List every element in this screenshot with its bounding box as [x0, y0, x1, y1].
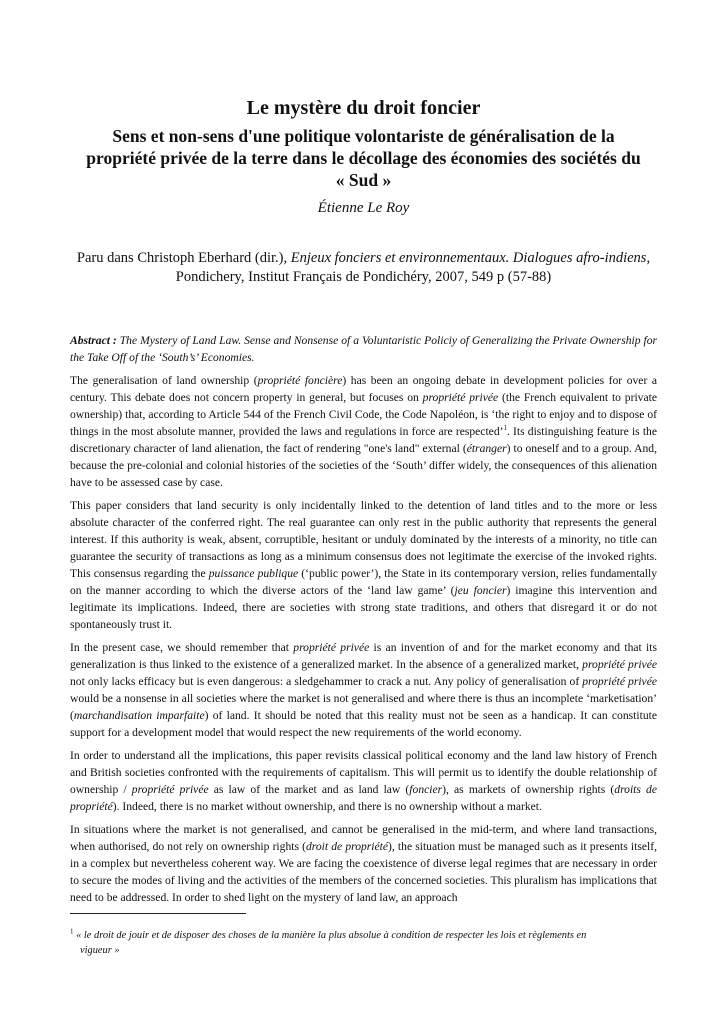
italic-term: propriété privée — [582, 658, 657, 671]
document-body — [70, 332, 657, 912]
italic-term: propriété privée — [293, 641, 370, 654]
text-run: The generalisation of land ownership ( — [70, 374, 258, 387]
abstract-label: Abstract : — [70, 334, 117, 347]
document-subtitle — [70, 125, 657, 191]
text-run: is an invention of and for the market economy and that its generalization is thus linked to the existence of a generalized market. In the absence of a generalized market, — [70, 641, 657, 671]
citation-book-title: Enjeux fonciers et environnementaux. Dialogues afro-indiens — [290, 250, 647, 266]
italic-term: droit de propriété — [305, 840, 389, 853]
footnote-reference[interactable]: 1 — [503, 424, 507, 433]
text-run: ). Indeed, there is no market without ownership, and there is no ownership without a market. — [112, 800, 542, 813]
text-run: This paper considers that land security is only incidentally linked to the detention of land titles and to the more or less absolute character of the conferred right. The real guarantee can only rest in the public authority that represents the general interest. If this authority is weak, absent, corruptible, hesitant or unduly dominated by the interests of a minority, no title can guarantee the security of transactions as long as a minimum consensus does not legitimate the exercise of the invoked rights. This consensus regarding the — [70, 499, 657, 580]
text-run: (‘public power’), the State in its contemporary version, relies fundamentally on the manner according to which the diverse actors of the ‘land law game’ ( — [70, 567, 657, 597]
text-run: In order to understand all the implications, this paper revisits classical political economy and the land law history of French and British societies confronted with the requirements of capitalism. This will permit us to identify the double relationship of ownership / — [70, 749, 657, 796]
footnote-text-continued: vigueur » — [80, 945, 120, 956]
italic-term: foncier — [409, 783, 443, 796]
italic-term: étranger — [466, 442, 507, 455]
text-run: ), the situation must be managed such as it presents itself, in a complex but nevertheless coherent way. We are facing the coexistence of diverse legal regimes that are necessary in order to secure the modes of living and the activities of the members of the concerned societies. This pluralism has implications that need to be addressed. In order to shed light on the mystery of land law, an approach — [70, 840, 657, 904]
publication-citation — [70, 249, 657, 287]
citation-suffix: , Pondichery, Institut Français de Pondichéry, 2007, 549 p (57-88) — [175, 250, 651, 285]
italic-term: propriété privée — [131, 783, 209, 796]
document-title: Le mystère du droit foncier — [246, 97, 481, 119]
italic-term: marchandisation imparfaite — [73, 709, 205, 722]
citation-prefix: Paru dans Christoph Eberhard (dir.), — [76, 250, 291, 266]
footnote — [70, 928, 657, 958]
body-paragraph — [70, 821, 657, 906]
text-run: ) has been an ongoing debate in development policies for over a century. This debate does not concern property in general, but focuses on — [70, 374, 658, 404]
subtitle-line: Sens et non-sens d'une politique volontariste de généralisation de la — [112, 126, 615, 146]
body-paragraph — [70, 497, 657, 633]
text-run: . Its distinguishing feature is the discretionary character of land alienation, the fact of rendering "one's land" external ( — [70, 425, 657, 455]
italic-term: droits de propriété — [70, 783, 657, 813]
body-paragraph — [70, 639, 657, 741]
text-run: In situations where the market is not generalised, and cannot be generalised in the mid-term, and where land transactions, when authorised, do not rely on ownership rights ( — [70, 823, 657, 853]
text-run: ) imagine this intervention and legitimate its implications. Indeed, there are societies with strong state traditions, and others that disregard it or do not spontaneously trust it. — [70, 584, 657, 631]
footnote-divider — [70, 913, 246, 914]
text-run: not only lacks efficacy but is even dangerous: a sledgehammer to crack a nut. Any policy of generalisation of — [70, 675, 583, 688]
body-paragraph — [70, 372, 657, 491]
body-paragraph — [70, 747, 657, 815]
text-run: ), as markets of ownership rights ( — [442, 783, 615, 796]
subtitle-line: « Sud » — [335, 170, 392, 190]
text-run: as law of the market and as land law ( — [208, 783, 410, 796]
abstract-paragraph — [70, 332, 657, 366]
author-name: Étienne Le Roy — [317, 200, 410, 216]
italic-term: jeu foncier — [454, 584, 507, 597]
text-run: In the present case, we should remember that — [70, 641, 294, 654]
abstract-text: The Mystery of Land Law. Sense and Nonsense of a Voluntaristic Policiy of Generalizing the Private Ownership for the Take Off of the ‘South’s’ Economies. — [70, 334, 658, 364]
footnote-number: 1 — [70, 927, 74, 936]
subtitle-line: propriété privée de la terre dans le décollage des économies des sociétés du — [86, 148, 641, 168]
footnote-text: « le droit de jouir et de disposer des choses de la manière la plus absolue à condition de respecter les lois et règlements en — [76, 930, 587, 941]
text-run: would be a nonsense in all societies where the market is not generalised and where there is thus an incomplete ‘marketisation’ ( — [70, 692, 657, 722]
italic-term: propriété privée — [422, 391, 499, 404]
text-run: (the French equivalent to private ownership) that, according to Article 544 of the French Civil Code, the Code Napoléon, is ‘the right to enjoy and to dispose of things in the most absolute manner, provided the laws and regulations in force are respected’ — [70, 391, 657, 438]
text-run: ) to oneself and to a group. And, because the pre-colonial and colonial histories of the societies of the ‘South’ differ widely, the consequences of this alienation have to be assessed case by case. — [70, 442, 657, 489]
italic-term: propriété foncière — [257, 374, 343, 387]
italic-term: puissance publique — [208, 567, 299, 580]
text-run: ) of land. It should be noted that this reality must not be seen as a handicap. It can constitute support for a development model that would respect the new requirements of the world economy. — [70, 709, 657, 739]
italic-term: propriété privée — [582, 675, 657, 688]
